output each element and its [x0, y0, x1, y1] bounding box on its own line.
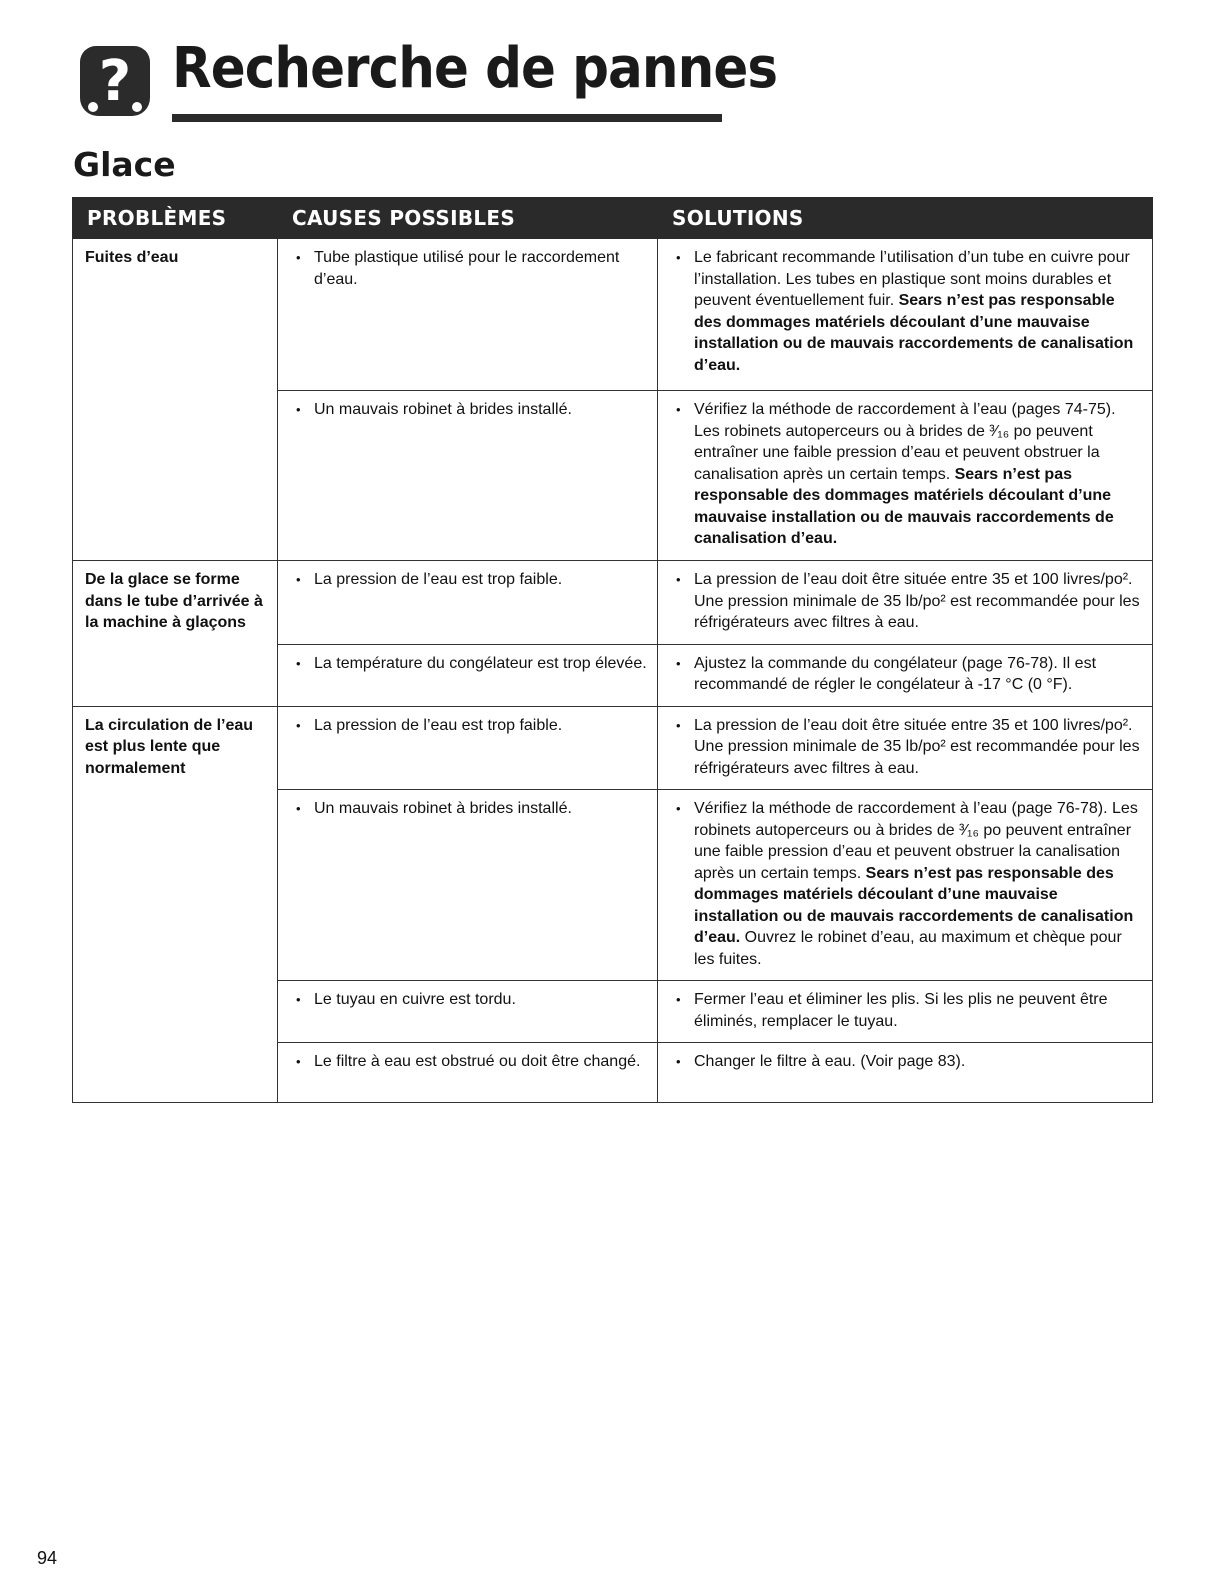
- question-mark-icon: [80, 46, 150, 116]
- solution-segment: Vérifiez la méthode de raccordement à l’eau (pages 74-75). Les robinets autoperceurs ou à brides de ³⁄₁₆ po peuvent entraîner une faible pression d’eau et peuvent obstruer la canalisation après un certain temps.: [694, 401, 1116, 483]
- column-header-problems: PROBLÈMES: [73, 198, 278, 239]
- cause-text: • La pression de l’eau est trop faible.: [290, 569, 647, 591]
- problem-cell: Fuites d’eau: [73, 239, 278, 561]
- solution-text: [670, 653, 1142, 696]
- icon-dot-right: [132, 102, 142, 112]
- solution-segment: Ajustez la commande du congélateur (page 76-78). Il est recommandé de régler le congélateur à -17 °C (0 °F).: [694, 654, 1097, 693]
- cause-cell: [278, 981, 658, 1043]
- solution-segment: La pression de l’eau doit être située entre 35 et 100 livres/po². Une pression minimale de 35 lb/po² est recommandée pour les réfrigérateurs avec filtres à eau.: [694, 571, 1140, 631]
- solution-cell: [658, 1043, 1153, 1103]
- question-mark-glyph: ?: [98, 48, 132, 114]
- cause-cell: [278, 1043, 658, 1103]
- solution-cell: [658, 644, 1153, 706]
- column-header-solutions: SOLUTIONS: [658, 198, 1153, 239]
- solution-segment: Ouvrez le robinet d’eau, au maximum et chèque pour les fuites.: [694, 929, 1122, 968]
- solution-cell: [658, 239, 1153, 391]
- solution-segment: Changer le filtre à eau. (Voir page 83).: [694, 1053, 966, 1070]
- problem-cell: De la glace se forme dans le tube d’arrivée à la machine à glaçons: [73, 561, 278, 707]
- solution-text: [670, 399, 1142, 550]
- solution-segment: Vérifiez la méthode de raccordement à l’eau (page 76-78). Les robinets autoperceurs ou à brides de ³⁄₁₆ po peuvent entraîner une faible pression d’eau et peuvent obstruer la canalisation après un certain temps.: [694, 800, 1138, 882]
- section-title: Glace: [73, 145, 176, 184]
- cause-text: • La température du congélateur est trop élevée.: [290, 653, 647, 675]
- solution-cell: [658, 706, 1153, 790]
- cause-cell: [278, 239, 658, 391]
- cause-text: • Un mauvais robinet à brides installé.: [290, 399, 647, 421]
- troubleshooting-table: [72, 197, 1153, 1103]
- cause-cell: [278, 706, 658, 790]
- cause-text: • Le filtre à eau est obstrué ou doit être changé.: [290, 1051, 647, 1073]
- table-row: [73, 561, 1153, 645]
- solution-text: [670, 1051, 1142, 1073]
- solution-text: [670, 247, 1142, 376]
- table-header-row: [73, 198, 1153, 239]
- solution-text: [670, 798, 1142, 970]
- problem-cell: La circulation de l’eau est plus lente que normalement: [73, 706, 278, 1103]
- table-row: [73, 706, 1153, 790]
- cause-text: • Le tuyau en cuivre est tordu.: [290, 989, 647, 1011]
- solution-cell: [658, 391, 1153, 561]
- solution-segment: Le fabricant recommande l’utilisation d’un tube en cuivre pour l’installation. Les tubes en plastique sont moins durables et peuvent éventuellement fuir.: [694, 249, 1130, 309]
- page-title: Recherche de pannes: [172, 36, 778, 101]
- column-header-causes: CAUSES POSSIBLES: [278, 198, 658, 239]
- page-header: [80, 36, 778, 132]
- cause-text: • Tube plastique utilisé pour le raccordement d’eau.: [290, 247, 647, 290]
- cause-cell: [278, 644, 658, 706]
- cause-cell: [278, 391, 658, 561]
- cause-text: • La pression de l’eau est trop faible.: [290, 715, 647, 737]
- solution-text: [670, 989, 1142, 1032]
- solution-bold-segment: Sears n’est pas responsable des dommages matériels découlant d’une mauvaise installation ou de mauvais raccordements de canalisation d’eau.: [694, 292, 1134, 374]
- solution-segment: La pression de l’eau doit être située entre 35 et 100 livres/po². Une pression minimale de 35 lb/po² est recommandée pour les réfrigérateurs avec filtres à eau.: [694, 716, 1140, 777]
- cause-cell: [278, 790, 658, 981]
- solution-bold-segment: Sears n’est pas responsable des dommages matériels découlant d’une mauvaise installation ou de mauvais raccordements de canalisation d’eau.: [694, 465, 1114, 547]
- cause-text: • Un mauvais robinet à brides installé.: [290, 798, 647, 820]
- solution-segment: Fermer l’eau et éliminer les plis. Si les plis ne peuvent être éliminés, remplacer le tuyau.: [694, 991, 1108, 1030]
- solution-text: [670, 715, 1142, 780]
- solution-bold-segment: Sears n’est pas responsable des dommages matériels découlant d’une mauvaise installation ou de mauvais raccordements de canalisation d’eau.: [694, 864, 1134, 946]
- title-underline: [172, 114, 722, 122]
- table-row: [73, 239, 1153, 391]
- table-body: [73, 239, 1153, 1103]
- solution-cell: [658, 981, 1153, 1043]
- icon-dot-left: [88, 102, 98, 112]
- solution-cell: [658, 790, 1153, 981]
- cause-cell: [278, 561, 658, 645]
- solution-text: [670, 569, 1142, 634]
- solution-cell: [658, 561, 1153, 645]
- page-number: 94: [37, 1548, 58, 1568]
